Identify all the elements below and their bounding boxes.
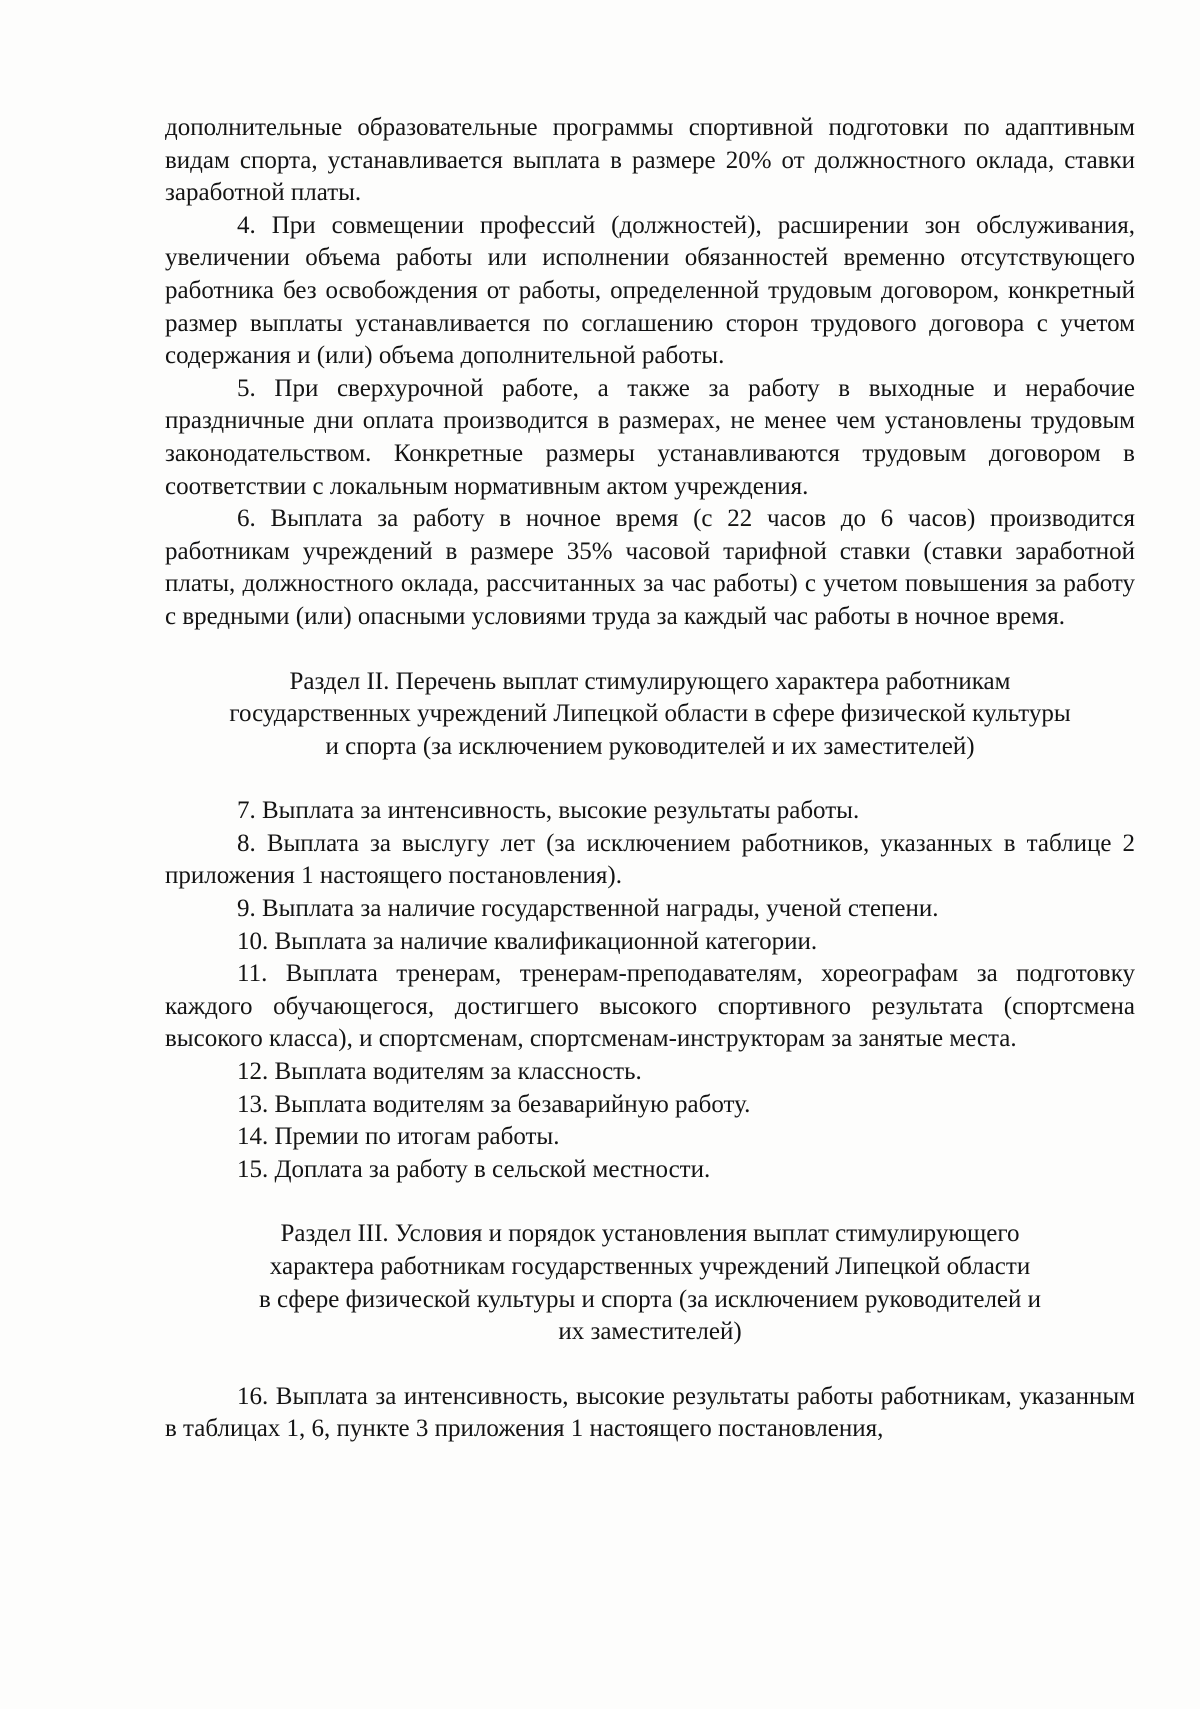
list-item-15: 15. Доплата за работу в сельской местности. xyxy=(237,1155,711,1183)
section-2-heading-line: и спорта (за исключением руководителей и их заместителей) xyxy=(325,732,975,760)
list-item-8: 8. Выплата за выслугу лет (за исключением работников, указанных в таблице 2 приложения 1 настоящего постановления). xyxy=(165,829,1135,890)
spacer xyxy=(165,1186,1135,1218)
paragraph-4: 4. При совмещении профессий (должностей), расширении зон обслуживания, увеличении объема работы или исполнении обязанностей временно отсутствующего работника без освобождения от работы, определенной трудовым договором, конкретный размер выплаты устанавливается по соглашению сторон трудового договора с учетом содержания и (или) объема дополнительной работы. xyxy=(165,211,1135,370)
list-item-7: 7. Выплата за интенсивность, высокие результаты работы. xyxy=(237,797,860,825)
section-3-heading-line: Раздел III. Условия и порядок установления выплат стимулирующего xyxy=(280,1220,1020,1248)
section-3-list xyxy=(165,1381,1135,1446)
spacer xyxy=(165,634,1135,666)
section-2-heading-line: государственных учреждений Липецкой области в сфере физической культуры xyxy=(229,700,1071,728)
section-3-heading-line: их заместителей) xyxy=(558,1318,742,1346)
section-3-heading xyxy=(165,1218,1135,1348)
section-2-heading xyxy=(165,666,1135,764)
list-item-16: 16. Выплата за интенсивность, высокие результаты работы работникам, указанным в таблицах 1, 6, пункте 3 приложения 1 настоящего постановления, xyxy=(165,1382,1135,1443)
list-item-13: 13. Выплата водителям за безаварийную работу. xyxy=(237,1090,751,1118)
list-item-12: 12. Выплата водителям за классность. xyxy=(237,1058,642,1086)
section-3-heading-line: характера работникам государственных учреждений Липецкой области xyxy=(269,1253,1031,1280)
list-item-10: 10. Выплата за наличие квалификационной категории. xyxy=(237,927,818,955)
list-item-14: 14. Премии по итогам работы. xyxy=(237,1123,560,1151)
paragraph-6: 6. Выплата за работу в ночное время (с 22 часов до 6 часов) производится работникам учреждений в размере 35% часовой тарифной ставки (ставки заработной платы, должностного оклада, рассчитанных за час работы) с учетом повышения за работу с вредными (или) опасными условиями труда за каждый час работы в ночное время. xyxy=(165,505,1135,630)
list-item-9: 9. Выплата за наличие государственной награды, ученой степени. xyxy=(237,895,939,923)
section-2-list xyxy=(165,795,1135,1186)
paragraph-5: 5. При сверхурочной работе, а также за работу в выходные и нерабочие праздничные дни оплата производится в размерах, не менее чем установлены трудовым законодательством. Конкретные размеры устанавливаются трудовым договором в соответствии с локальным нормативным актом учреждения. xyxy=(165,374,1135,500)
paragraph-continuation: дополнительные образовательные программы спортивной подготовки по адаптивным видам спорта, устанавливается выплата в размере 20% от должностного оклада, ставки заработной платы. xyxy=(165,114,1135,207)
section-3-heading-line: в сфере физической культуры и спорта (за исключением руководителей и xyxy=(258,1285,1042,1313)
document-body xyxy=(165,112,1135,1446)
list-item-11: 11. Выплата тренерам, тренерам-преподавателям, хореографам за подготовку каждого обучающегося, достигшего высокого спортивного результата (спортсмена высокого класса), и спортсменам, спортсменам-инструкторам за занятые места. xyxy=(165,960,1135,1053)
spacer xyxy=(165,1349,1135,1381)
section-2-heading-line: Раздел II. Перечень выплат стимулирующего характера работникам xyxy=(289,667,1011,695)
spacer xyxy=(165,763,1135,795)
